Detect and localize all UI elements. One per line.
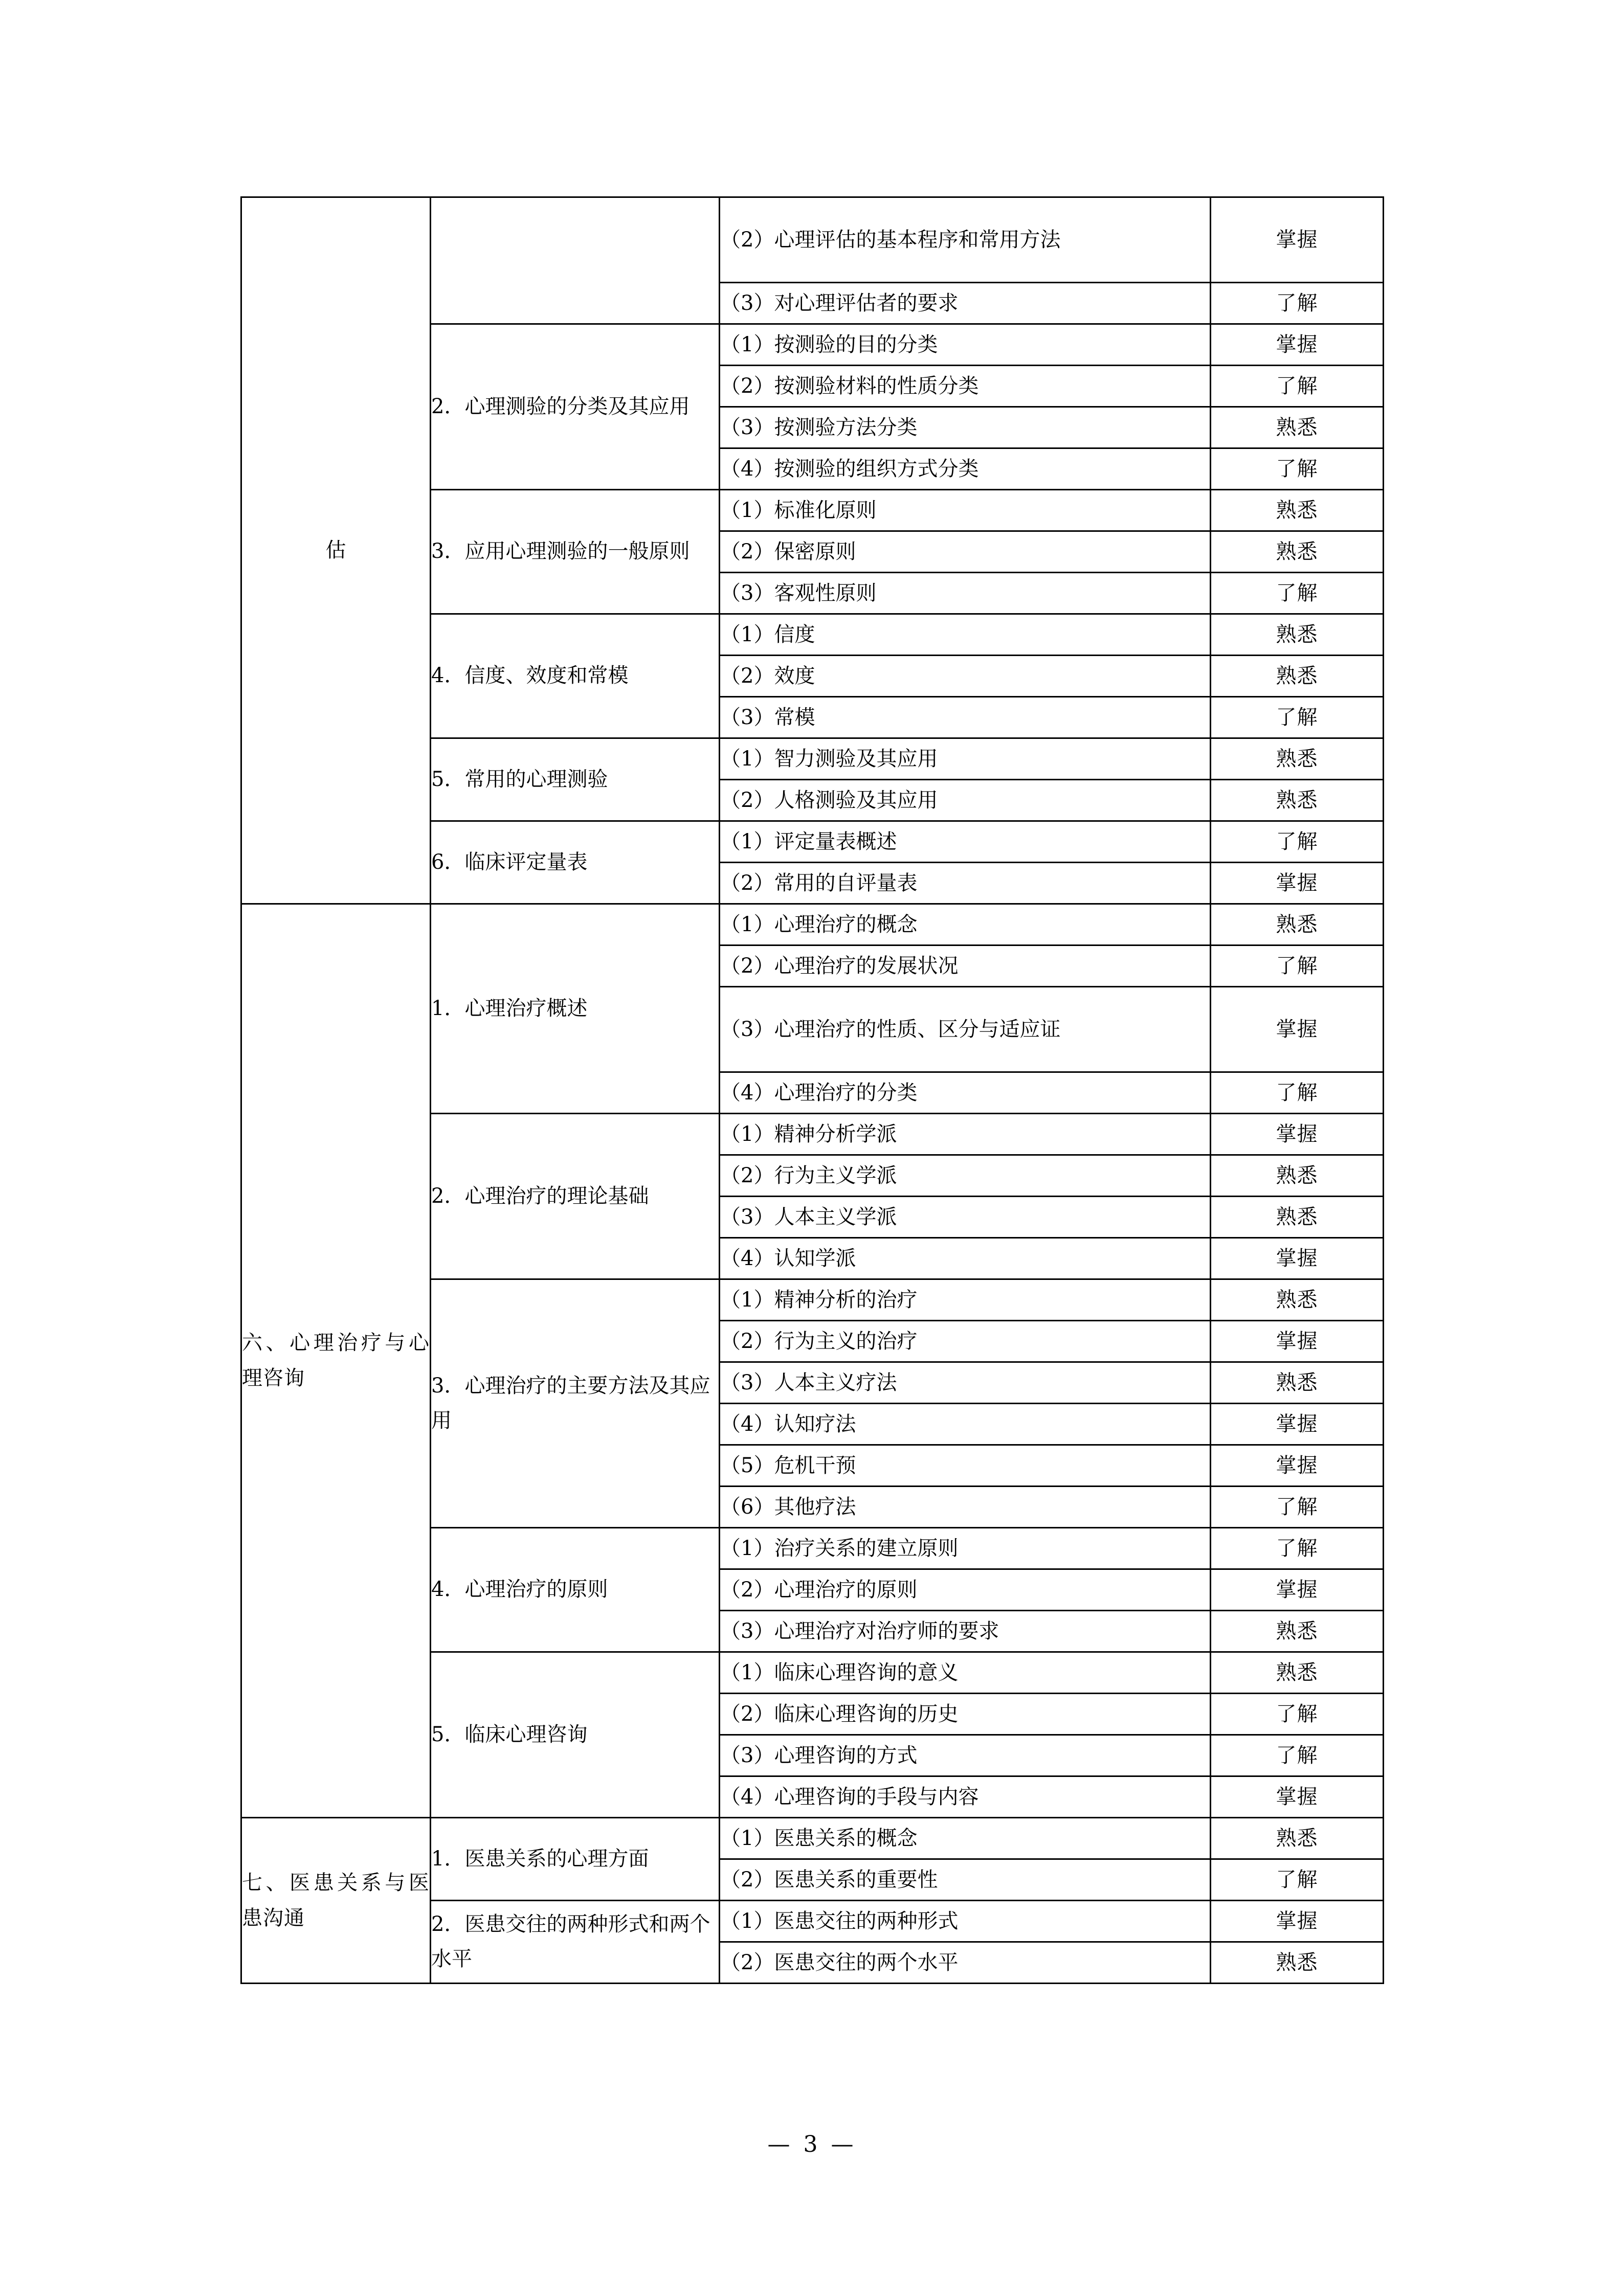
requirement-level-cell: 熟悉	[1211, 738, 1384, 780]
requirement-level-cell: 掌握	[1211, 863, 1384, 904]
unit-label-text: 2．医患交往的两种形式和两个水平	[431, 1912, 710, 1971]
knowledge-point-text: （1）按测验的目的分类	[720, 332, 938, 356]
requirement-level-cell: 了解	[1211, 1735, 1384, 1776]
knowledge-point-cell	[720, 1942, 1211, 1984]
table-row	[241, 197, 1384, 283]
unit-label-cell	[431, 1114, 720, 1279]
knowledge-point-text: （4）心理治疗的分类	[720, 1081, 918, 1105]
requirement-level-cell: 掌握	[1211, 197, 1384, 283]
unit-label-cell	[431, 821, 720, 904]
knowledge-point-text: （4）认知学派	[720, 1246, 856, 1270]
requirement-level-cell: 了解	[1211, 366, 1384, 407]
requirement-level-cell: 熟悉	[1211, 1652, 1384, 1694]
unit-label-cell	[431, 1818, 720, 1901]
knowledge-point-text: （1）医患关系的概念	[720, 1826, 918, 1850]
requirement-level-cell: 熟悉	[1211, 1818, 1384, 1859]
knowledge-point-text: （1）临床心理咨询的意义	[720, 1660, 959, 1684]
requirement-level-cell: 了解	[1211, 1072, 1384, 1114]
knowledge-point-cell	[720, 1694, 1211, 1735]
requirement-level-cell: 了解	[1211, 1694, 1384, 1735]
page-number-footer: — 3 —	[767, 2131, 857, 2157]
knowledge-point-cell	[720, 1776, 1211, 1818]
knowledge-point-cell	[720, 448, 1211, 490]
requirement-level-cell: 了解	[1211, 1487, 1384, 1528]
requirement-level-cell: 了解	[1211, 1859, 1384, 1901]
knowledge-point-text: （1）精神分析的治疗	[720, 1288, 918, 1312]
knowledge-point-text: （1）心理治疗的概念	[720, 912, 918, 936]
knowledge-point-text: （3）心理治疗的性质、区分与适应证	[720, 1017, 1061, 1041]
knowledge-point-cell	[720, 1652, 1211, 1694]
knowledge-point-text: （3）客观性原则	[720, 581, 877, 605]
knowledge-point-text: （3）常模	[720, 705, 815, 729]
unit-label-text: 4．信度、效度和常模	[431, 664, 629, 688]
requirement-level-cell: 熟悉	[1211, 656, 1384, 697]
knowledge-point-text: （4）按测验的组织方式分类	[720, 457, 979, 481]
knowledge-point-text: （1）治疗关系的建立原则	[720, 1536, 959, 1560]
requirement-level-cell: 掌握	[1211, 1901, 1384, 1942]
requirement-level-cell: 掌握	[1211, 1569, 1384, 1611]
requirement-level-cell: 了解	[1211, 573, 1384, 614]
knowledge-point-cell	[720, 407, 1211, 448]
requirement-level-cell: 熟悉	[1211, 1362, 1384, 1404]
unit-label-cell	[431, 614, 720, 738]
knowledge-point-text: （3）心理咨询的方式	[720, 1743, 918, 1767]
knowledge-point-cell	[720, 1569, 1211, 1611]
unit-label-cell	[431, 490, 720, 614]
knowledge-point-cell	[720, 1735, 1211, 1776]
knowledge-point-cell	[720, 1362, 1211, 1404]
unit-label-cell	[431, 1901, 720, 1984]
unit-label-cell	[431, 197, 720, 324]
knowledge-point-cell	[720, 1611, 1211, 1652]
requirement-level-cell: 了解	[1211, 821, 1384, 863]
knowledge-point-text: （4）认知疗法	[720, 1412, 856, 1436]
knowledge-point-cell	[720, 283, 1211, 324]
knowledge-point-cell	[720, 1238, 1211, 1279]
syllabus-table-body	[241, 197, 1384, 1984]
syllabus-table	[240, 196, 1384, 1984]
knowledge-point-cell	[720, 490, 1211, 531]
requirement-level-cell: 熟悉	[1211, 904, 1384, 946]
requirement-level-cell: 掌握	[1211, 1404, 1384, 1445]
section-title-cell	[241, 1818, 431, 1984]
knowledge-point-text: （6）其他疗法	[720, 1495, 856, 1519]
knowledge-point-text: （3）人本主义疗法	[720, 1370, 897, 1394]
section-title-cell	[241, 197, 431, 904]
table-row	[241, 1818, 1384, 1859]
knowledge-point-text: （1）医患交往的两种形式	[720, 1909, 959, 1933]
unit-label-text: 5．常用的心理测验	[431, 767, 608, 791]
knowledge-point-cell	[720, 1859, 1211, 1901]
table-row	[241, 904, 1384, 946]
knowledge-point-text: （1）智力测验及其应用	[720, 747, 938, 771]
requirement-level-cell: 熟悉	[1211, 531, 1384, 573]
knowledge-point-cell	[720, 1528, 1211, 1569]
unit-label-cell	[431, 738, 720, 821]
knowledge-point-text: （2）按测验材料的性质分类	[720, 374, 979, 398]
requirement-level-cell: 了解	[1211, 946, 1384, 987]
unit-label-cell	[431, 1652, 720, 1818]
knowledge-point-cell	[720, 1114, 1211, 1155]
knowledge-point-text: （2）常用的自评量表	[720, 871, 918, 895]
knowledge-point-text: （2）心理评估的基本程序和常用方法	[720, 228, 1061, 252]
requirement-level-cell: 了解	[1211, 448, 1384, 490]
knowledge-point-cell	[720, 863, 1211, 904]
knowledge-point-cell	[720, 738, 1211, 780]
section-title-text: 六、心理治疗与心理咨询	[242, 1331, 430, 1390]
knowledge-point-cell	[720, 1072, 1211, 1114]
knowledge-point-text: （3）人本主义学派	[720, 1205, 897, 1229]
knowledge-point-cell	[720, 197, 1211, 283]
knowledge-point-text: （2）行为主义学派	[720, 1163, 897, 1187]
knowledge-point-text: （2）心理治疗的原则	[720, 1578, 918, 1602]
unit-label-text: 2．心理测验的分类及其应用	[431, 394, 690, 418]
requirement-level-cell: 了解	[1211, 697, 1384, 738]
unit-label-text: 1．医患关系的心理方面	[431, 1847, 649, 1871]
knowledge-point-text: （1）精神分析学派	[720, 1122, 897, 1146]
knowledge-point-text: （1）信度	[720, 622, 815, 646]
unit-label-cell	[431, 1528, 720, 1652]
knowledge-point-cell	[720, 1321, 1211, 1362]
knowledge-point-text: （2）行为主义的治疗	[720, 1329, 918, 1353]
knowledge-point-cell	[720, 1197, 1211, 1238]
section-title-text: 估	[325, 538, 346, 562]
unit-label-text: 3．应用心理测验的一般原则	[431, 539, 690, 564]
knowledge-point-cell	[720, 1818, 1211, 1859]
section-title-cell	[241, 904, 431, 1818]
knowledge-point-cell	[720, 324, 1211, 366]
knowledge-point-text: （3）按测验方法分类	[720, 415, 918, 439]
knowledge-point-text: （3）心理治疗对治疗师的要求	[720, 1619, 999, 1643]
knowledge-point-cell	[720, 1404, 1211, 1445]
unit-label-text: 2．心理治疗的理论基础	[431, 1184, 649, 1208]
knowledge-point-text: （2）医患交往的两个水平	[720, 1950, 959, 1974]
requirement-level-cell: 熟悉	[1211, 1197, 1384, 1238]
requirement-level-cell: 掌握	[1211, 1321, 1384, 1362]
knowledge-point-cell	[720, 946, 1211, 987]
unit-label-cell	[431, 904, 720, 1114]
unit-label-text: 4．心理治疗的原则	[431, 1578, 608, 1602]
requirement-level-cell: 掌握	[1211, 1238, 1384, 1279]
knowledge-point-cell	[720, 366, 1211, 407]
knowledge-point-text: （5）危机干预	[720, 1453, 856, 1477]
knowledge-point-cell	[720, 656, 1211, 697]
section-title-text: 七、医患关系与医患沟通	[242, 1871, 430, 1930]
unit-label-text: 3．心理治疗的主要方法及其应用	[431, 1374, 710, 1432]
unit-label-text: 5．临床心理咨询	[431, 1722, 588, 1746]
knowledge-point-cell	[720, 1901, 1211, 1942]
unit-label-cell	[431, 1279, 720, 1528]
requirement-level-cell: 掌握	[1211, 1445, 1384, 1487]
requirement-level-cell: 熟悉	[1211, 780, 1384, 821]
knowledge-point-cell	[720, 531, 1211, 573]
unit-label-text: 1．心理治疗概述	[431, 996, 588, 1020]
knowledge-point-text: （2）保密原则	[720, 539, 856, 564]
knowledge-point-text: （1）评定量表概述	[720, 829, 897, 853]
knowledge-point-text: （2）心理治疗的发展状况	[720, 954, 959, 978]
requirement-level-cell: 掌握	[1211, 987, 1384, 1072]
requirement-level-cell: 掌握	[1211, 1776, 1384, 1818]
requirement-level-cell: 熟悉	[1211, 614, 1384, 656]
knowledge-point-text: （2）效度	[720, 664, 815, 688]
requirement-level-cell: 掌握	[1211, 324, 1384, 366]
requirement-level-cell: 熟悉	[1211, 407, 1384, 448]
knowledge-point-cell	[720, 573, 1211, 614]
requirement-level-cell: 熟悉	[1211, 1279, 1384, 1321]
knowledge-point-cell	[720, 987, 1211, 1072]
requirement-level-cell: 了解	[1211, 283, 1384, 324]
knowledge-point-text: （2）人格测验及其应用	[720, 788, 938, 812]
requirement-level-cell: 熟悉	[1211, 1155, 1384, 1197]
unit-label-text: 6．临床评定量表	[431, 850, 588, 874]
requirement-level-cell: 熟悉	[1211, 1611, 1384, 1652]
knowledge-point-cell	[720, 1487, 1211, 1528]
knowledge-point-text: （2）临床心理咨询的历史	[720, 1702, 959, 1726]
requirement-level-cell: 掌握	[1211, 1114, 1384, 1155]
knowledge-point-text: （3）对心理评估者的要求	[720, 291, 959, 315]
unit-label-cell	[431, 324, 720, 490]
knowledge-point-cell	[720, 1445, 1211, 1487]
knowledge-point-text: （2）医患关系的重要性	[720, 1867, 938, 1892]
knowledge-point-cell	[720, 904, 1211, 946]
requirement-level-cell: 熟悉	[1211, 490, 1384, 531]
knowledge-point-cell	[720, 614, 1211, 656]
knowledge-point-text: （4）心理咨询的手段与内容	[720, 1785, 979, 1809]
requirement-level-cell: 熟悉	[1211, 1942, 1384, 1984]
knowledge-point-text: （1）标准化原则	[720, 498, 877, 522]
knowledge-point-cell	[720, 1155, 1211, 1197]
knowledge-point-cell	[720, 1279, 1211, 1321]
knowledge-point-cell	[720, 821, 1211, 863]
knowledge-point-cell	[720, 780, 1211, 821]
requirement-level-cell: 了解	[1211, 1528, 1384, 1569]
knowledge-point-cell	[720, 697, 1211, 738]
